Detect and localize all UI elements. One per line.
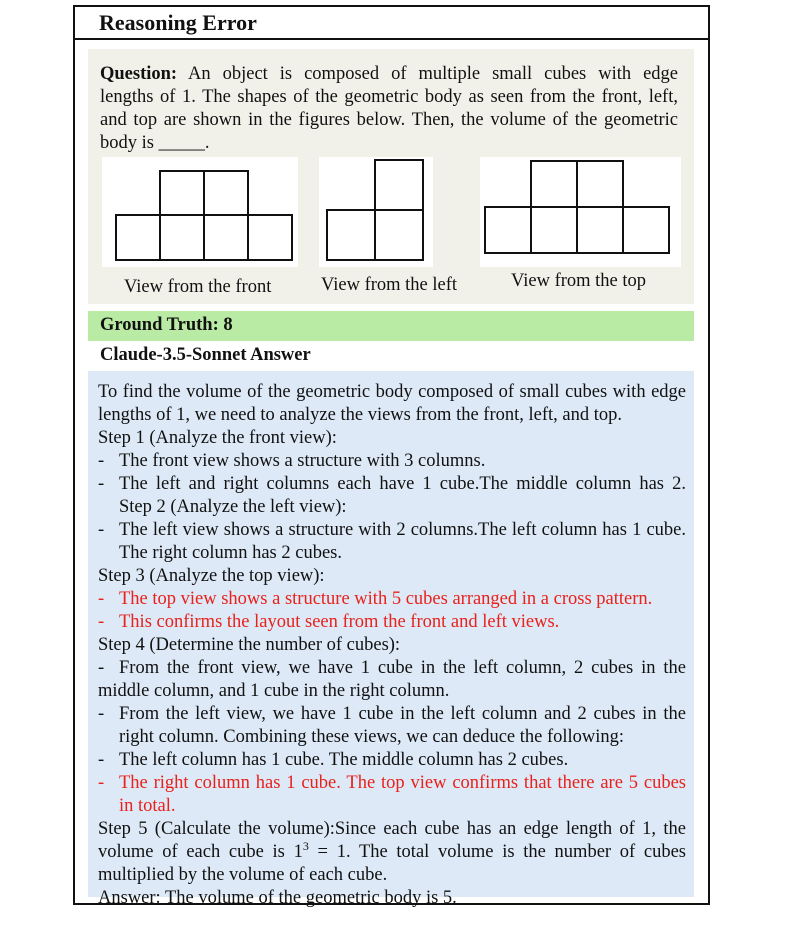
question-line-2: lengths of 1. The shapes of the geometric body as seen from the front, left, xyxy=(100,87,678,107)
question-text xyxy=(100,63,678,155)
bullet-dash: - xyxy=(98,773,105,793)
front-bottom-cube-2 xyxy=(160,215,204,260)
answer-line-22: multiplied by the volume of each cube. xyxy=(98,865,388,885)
top-row2-cube-3 xyxy=(577,207,623,253)
bullet-dash: - xyxy=(98,658,105,678)
answer-line-21: volume of each cube is $1^3 = 1$. The total volume is the number of cubes xyxy=(98,838,687,862)
answer-line-15: From the left view, we have 1 cube in the left column and 2 cubes in the xyxy=(119,704,686,724)
exponent: 3 xyxy=(302,838,309,853)
answer-title: Claude-3.5-Sonnet Answer xyxy=(100,345,311,365)
answer-line-1: To find the volume of the geometric body composed of small cubes with edge xyxy=(98,382,686,402)
left-view-label: View from the left xyxy=(321,275,458,295)
answer-line-6: Step 2 (Analyze the left view): xyxy=(119,497,347,517)
bullet-dash: - xyxy=(98,520,105,540)
panel-title: Reasoning Error xyxy=(99,10,257,35)
front-view-drawing xyxy=(102,157,298,267)
answer-line-16: right column. Combining these views, we can deduce the following: xyxy=(119,727,625,747)
answer-box xyxy=(88,371,694,908)
question-line-3: and top are shown in the figures below. Then, the volume of the geometric xyxy=(100,110,678,130)
top-row2-cube-1 xyxy=(485,207,531,253)
top-view-figure xyxy=(480,157,681,267)
answer-line-5: The left and right columns each have 1 cube.The middle column has 2. xyxy=(119,474,686,494)
question-label: Question: xyxy=(100,64,178,84)
bullet-dash: - xyxy=(98,474,105,494)
answer-line-10-error: The top view shows a structure with 5 cubes arranged in a cross pattern. xyxy=(119,589,653,609)
front-bottom-cube-1 xyxy=(116,215,160,260)
answer-line-20: Step 5 (Calculate the volume):Since each cube has an edge length of 1, the xyxy=(98,819,686,839)
top-row1-cube-2 xyxy=(577,161,623,207)
error-case-panel xyxy=(73,5,710,908)
bullet-dash: - xyxy=(98,704,105,724)
left-top-cube xyxy=(375,160,423,210)
answer-line-8: The right column has 2 cubes. xyxy=(119,543,342,563)
answer-line-23: Answer: The volume of the geometric body is 5. xyxy=(98,888,457,908)
front-top-cube-1 xyxy=(160,171,204,215)
answer-line-4: The front view shows a structure with 3 columns. xyxy=(119,451,486,471)
answer-line-11-error: This confirms the layout seen from the front and left views. xyxy=(119,612,560,632)
top-view-drawing xyxy=(480,157,681,267)
front-bottom-cube-4 xyxy=(248,215,292,260)
answer-line-17: The left column has 1 cube. The middle column has 2 cubes. xyxy=(119,750,569,770)
question-line-4: body is _____. xyxy=(100,133,210,153)
left-bottom-cube-2 xyxy=(375,210,423,260)
front-view-figure xyxy=(102,157,298,267)
answer-line-7: The left view shows a structure with 2 columns.The left column has 1 cube. xyxy=(119,520,686,540)
ground-truth-box xyxy=(88,311,694,341)
bullet-dash: - xyxy=(98,451,105,471)
bullet-dash: - xyxy=(98,612,105,632)
top-row2-cube-2 xyxy=(531,207,577,253)
left-view-figure xyxy=(319,157,433,267)
top-view-label: View from the top xyxy=(511,271,647,291)
left-view-drawing xyxy=(319,157,433,267)
answer-line-2: lengths of 1, we need to analyze the views from the front, left, and top. xyxy=(98,405,623,425)
question-line-1: Question: An object is composed of multiple small cubes with edge xyxy=(100,64,679,84)
answer-line-12: Step 4 (Determine the number of cubes): xyxy=(98,635,401,655)
bullet-dash: - xyxy=(98,750,105,770)
left-bottom-cube-1 xyxy=(327,210,375,260)
question-box xyxy=(88,49,694,304)
top-row2-cube-4 xyxy=(623,207,669,253)
answer-line-19-error: in total. xyxy=(119,796,176,816)
answer-line-9: Step 3 (Analyze the top view): xyxy=(98,566,325,586)
answer-line-18-error: The right column has 1 cube. The top view confirms that there are 5 cubes xyxy=(119,773,686,793)
answer-line-13: From the front view, we have 1 cube in the left column, 2 cubes in the xyxy=(119,658,686,678)
ground-truth: Ground Truth: 8 xyxy=(100,315,233,335)
front-view-label: View from the front xyxy=(124,277,272,297)
front-bottom-cube-3 xyxy=(204,215,248,260)
title-bar xyxy=(75,7,708,40)
answer-line-3: Step 1 (Analyze the front view): xyxy=(98,428,337,448)
bullet-dash: - xyxy=(98,589,105,609)
front-top-cube-2 xyxy=(204,171,248,215)
top-row1-cube-1 xyxy=(531,161,577,207)
answer-line-14: middle column, and 1 cube in the right column. xyxy=(98,681,450,701)
